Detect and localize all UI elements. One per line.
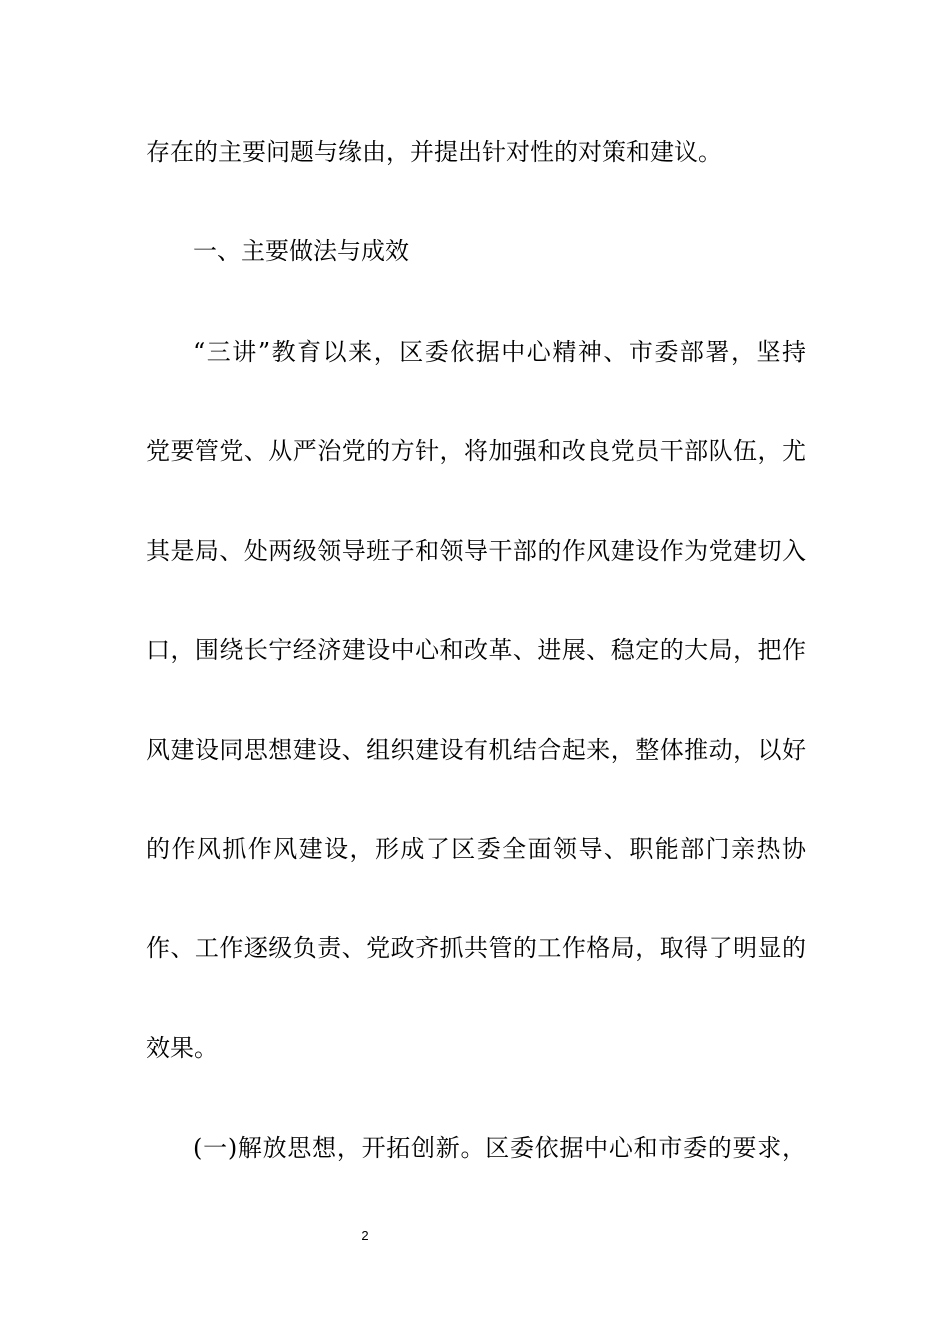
- paragraph-line-3: 其是局、处两级领导班子和领导干部的作风建设作为党建切入: [146, 537, 806, 565]
- paragraph-line-7: 作、工作逐级负责、党政齐抓共管的工作格局，取得了明显的: [146, 934, 806, 962]
- paragraph-line-1: “三讲”教育以来，区委依据中心精神、市委部署，坚持: [193, 338, 806, 366]
- paragraph-line-8: 效果。: [146, 1034, 218, 1062]
- page-number: 2: [361, 1228, 369, 1243]
- subsection-line: (一)解放思想，开拓创新。区委依据中心和市委的要求，: [193, 1134, 806, 1162]
- paragraph-line-4: 口，围绕长宁经济建设中心和改革、进展、稳定的大局，把作: [146, 636, 806, 664]
- paragraph-line-2: 党要管党、从严治党的方针，将加强和改良党员干部队伍，尤: [146, 437, 806, 465]
- paragraph-line-6: 的作风抓作风建设，形成了区委全面领导、职能部门亲热协: [146, 835, 806, 863]
- section-heading: 一、主要做法与成效: [193, 237, 409, 265]
- paragraph-line-5: 风建设同思想建设、组织建设有机结合起来，整体推动，以好: [146, 736, 806, 764]
- text-line-1: 存在的主要问题与缘由，并提出针对性的对策和建议。: [146, 138, 722, 166]
